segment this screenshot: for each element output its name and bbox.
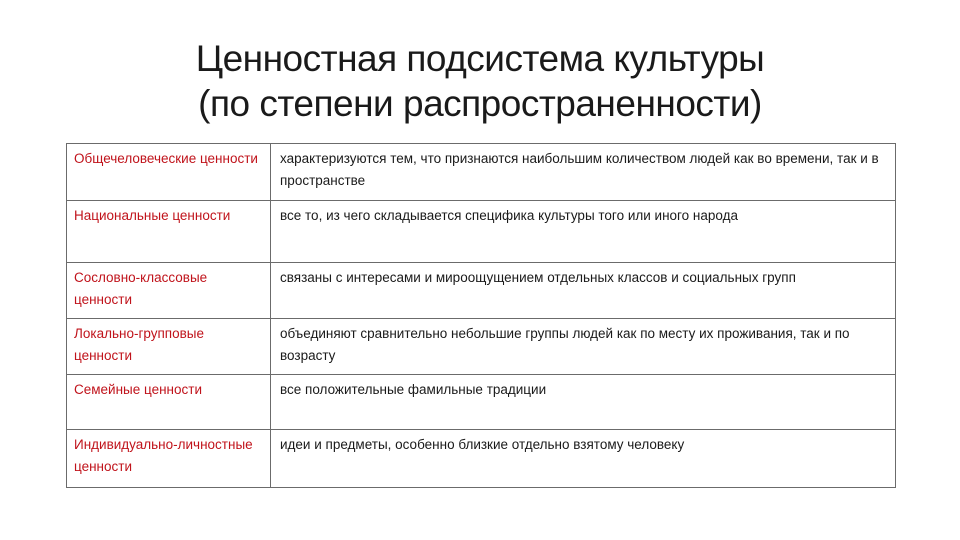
title-line-1: Ценностная подсистема культуры <box>195 38 765 79</box>
value-description-cell: связаны с интересами и мироощущением отдельных классов и социальных групп <box>271 263 896 319</box>
value-description-cell: объединяют сравнительно небольшие группы людей как по месту их проживания, так и по возрасту <box>271 319 896 375</box>
table-row <box>67 430 896 488</box>
value-description-cell: все положительные фамильные традиции <box>271 375 896 430</box>
value-description-cell: характеризуются тем, что признаются наибольшим количеством людей как во времени, так и в пространстве <box>271 144 896 201</box>
values-table <box>66 143 896 488</box>
table-row <box>67 201 896 263</box>
table-row <box>67 375 896 430</box>
value-description-cell: идеи и предметы, особенно близкие отдельно взятому человеку <box>271 430 896 488</box>
value-type-cell: Локально-групповые ценности <box>67 319 271 375</box>
value-type-cell: Сословно-классовые ценности <box>67 263 271 319</box>
slide-title <box>0 36 960 126</box>
table-row <box>67 263 896 319</box>
value-type-cell: Общечеловеческие ценности <box>67 144 271 201</box>
value-description-cell: все то, из чего складывается специфика культуры того или иного народа <box>271 201 896 263</box>
title-line-2: (по степени распространенности) <box>198 83 762 124</box>
value-type-cell: Семейные ценности <box>67 375 271 430</box>
value-type-cell: Индивидуально-личностные ценности <box>67 430 271 488</box>
table-row <box>67 319 896 375</box>
value-type-cell: Национальные ценности <box>67 201 271 263</box>
table-row <box>67 144 896 201</box>
